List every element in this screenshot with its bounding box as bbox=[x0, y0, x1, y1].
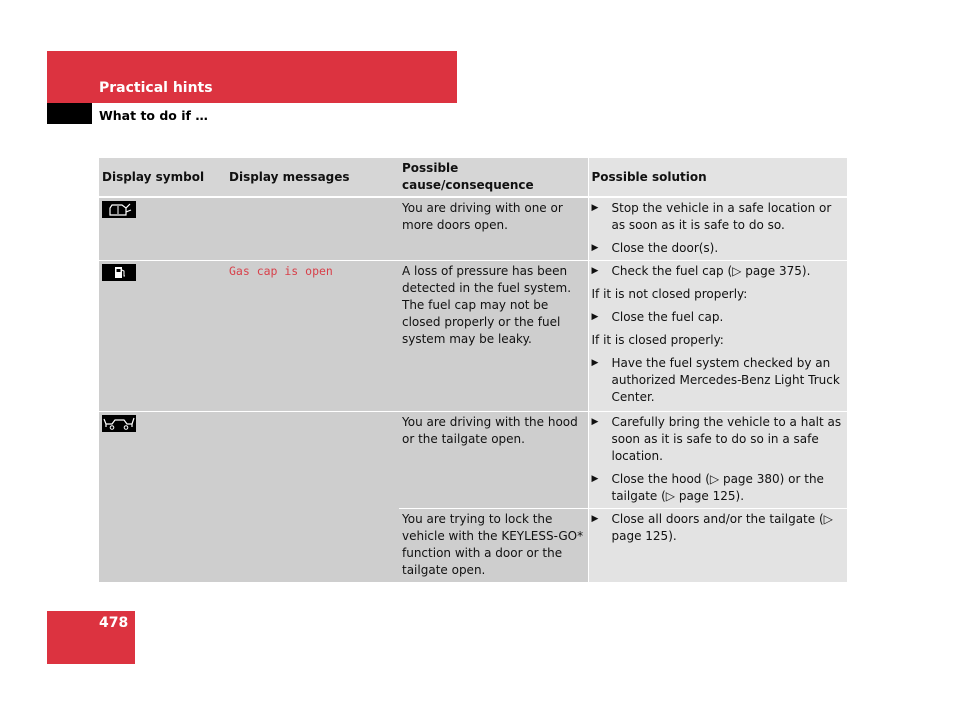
solution-step: ▶ Stop the vehicle in a safe location or as soon as it is safe to do so. bbox=[591, 201, 832, 232]
table-row bbox=[99, 261, 847, 412]
solution-step: ▶ Close the fuel cap. bbox=[591, 310, 724, 324]
solution-cell bbox=[588, 197, 847, 261]
solution-step: ▶ Carefully bring the vehicle to a halt as soon as it is safe to do so in a safe location. bbox=[591, 415, 842, 463]
hood-tailgate-open-icon bbox=[102, 415, 136, 432]
bullet-arrow-icon: ▶ bbox=[591, 514, 599, 524]
table-row bbox=[99, 197, 847, 261]
cause-cell: You are trying to lock the vehicle with the KEYLESS-GO* function with a door or the tailgate open. bbox=[399, 509, 588, 583]
bullet-arrow-icon: ▶ bbox=[591, 312, 599, 322]
solution-step: ▶ Close all doors and/or the tailgate (▷ page 125). bbox=[591, 512, 833, 543]
cause-cell: You are driving with one or more doors open. bbox=[399, 197, 588, 261]
column-header-messages: Display messages bbox=[226, 158, 399, 197]
solution-cell bbox=[588, 261, 847, 412]
message-cell bbox=[226, 261, 399, 412]
message-cell bbox=[226, 197, 399, 261]
solution-step: ▶ Have the fuel system checked by an authorized Mercedes-Benz Light Truck Center. bbox=[591, 356, 840, 404]
table-row bbox=[99, 412, 847, 509]
bullet-arrow-icon: ▶ bbox=[591, 243, 599, 253]
solution-cell bbox=[588, 509, 847, 583]
fuel-pump-icon bbox=[102, 264, 136, 281]
symbol-cell bbox=[99, 197, 226, 261]
bullet-arrow-icon: ▶ bbox=[591, 203, 599, 213]
column-header-symbol: Display symbol bbox=[99, 158, 226, 197]
solution-condition: If it is closed properly: bbox=[591, 333, 724, 347]
solution-condition: If it is not closed properly: bbox=[591, 287, 748, 301]
solution-step: ▶ Close the door(s). bbox=[591, 241, 719, 255]
bullet-arrow-icon: ▶ bbox=[591, 474, 599, 484]
solution-step: ▶ Close the hood (▷ page 380) or the tailgate (▷ page 125). bbox=[591, 472, 824, 503]
subsection-marker bbox=[47, 103, 92, 124]
symbol-cell bbox=[99, 412, 226, 583]
display-messages-table bbox=[99, 158, 847, 583]
column-header-solution: Possible solution bbox=[588, 158, 847, 197]
solution-step: ▶ Check the fuel cap (▷ page 375). bbox=[591, 264, 811, 278]
subsection-title: What to do if … bbox=[99, 108, 208, 123]
section-title: Practical hints bbox=[99, 80, 213, 96]
message-cell bbox=[226, 412, 399, 583]
cause-cell: A loss of pressure has been detected in the fuel system. The fuel cap may not be closed properly or the fuel system may be leaky. bbox=[399, 261, 588, 412]
cause-cell: You are driving with the hood or the tailgate open. bbox=[399, 412, 588, 509]
door-open-icon bbox=[102, 201, 136, 218]
display-message: Gas cap is open bbox=[229, 264, 333, 278]
page-number: 478 bbox=[99, 615, 129, 631]
table-header-row bbox=[99, 158, 847, 197]
symbol-cell bbox=[99, 261, 226, 412]
bullet-arrow-icon: ▶ bbox=[591, 266, 599, 276]
solution-cell bbox=[588, 412, 847, 509]
column-header-cause: Possible cause/consequence bbox=[399, 158, 588, 197]
bullet-arrow-icon: ▶ bbox=[591, 358, 599, 368]
bullet-arrow-icon: ▶ bbox=[591, 417, 599, 427]
